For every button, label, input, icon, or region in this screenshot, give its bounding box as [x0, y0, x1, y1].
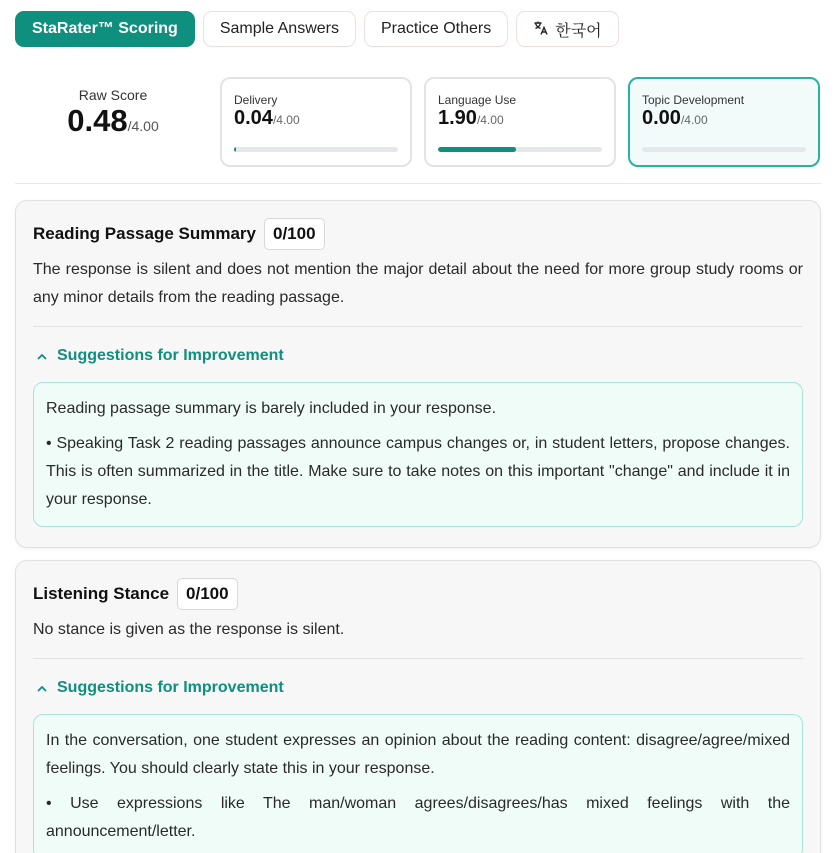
progress-fill [438, 147, 516, 152]
score-card-name: Topic Development [642, 93, 745, 107]
tab-starater-scoring[interactable]: StaRater™ Scoring [15, 11, 195, 47]
suggestions-box [33, 382, 803, 527]
score-card-value: 0.00 [642, 107, 681, 129]
raw-score-max: /4.00 [127, 118, 159, 134]
tab-sample-answers[interactable]: Sample Answers [203, 11, 356, 47]
score-card-max: /4.00 [680, 113, 708, 127]
language-label: 한국어 [555, 22, 602, 40]
suggestions-toggle[interactable] [33, 679, 803, 697]
score-summary [15, 77, 821, 167]
suggestions-box [33, 714, 803, 853]
suggestion-text: Reading passage summary is barely included in your response. [46, 400, 497, 417]
tab-practice-others[interactable]: Practice Others [364, 11, 508, 47]
score-card-language-use[interactable] [424, 77, 616, 167]
section-listening-stance [15, 560, 821, 853]
score-card-value: 1.90 [438, 107, 477, 129]
section-score-badge: 0/100 [177, 578, 238, 610]
suggestion-text: In the conversation, one student expresses an opinion about the reading content: disagree/agree/mixed feelings. You should clearly state this in your response. [46, 732, 790, 777]
section-description: The response is silent and does not mention the major detail about the need for more group study rooms or any minor details from the reading passage. [33, 261, 803, 306]
raw-score-value: 0.48 [67, 103, 128, 138]
score-card-topic-development[interactable] [628, 77, 820, 167]
score-card-max: /4.00 [476, 113, 504, 127]
chevron-up-icon [37, 349, 47, 363]
raw-score [15, 77, 211, 139]
progress-fill [234, 147, 236, 152]
divider [33, 326, 803, 327]
section-description: No stance is given as the response is silent. [33, 621, 345, 638]
section-title: Reading Passage Summary [33, 224, 256, 243]
score-card-name: Language Use [438, 93, 517, 107]
suggestions-heading: Suggestions for Improvement [57, 679, 284, 696]
divider [33, 658, 803, 659]
chevron-up-icon [37, 681, 47, 695]
suggestions-toggle[interactable] [33, 347, 803, 365]
divider [15, 183, 821, 184]
suggestions-heading: Suggestions for Improvement [57, 347, 284, 364]
score-card-delivery[interactable] [220, 77, 412, 167]
section-reading-passage-summary [15, 200, 821, 548]
translate-icon [533, 20, 549, 39]
score-card-value: 0.04 [234, 107, 273, 129]
tab-bar [15, 11, 619, 47]
suggestion-text: • Speaking Task 2 reading passages announce campus changes or, in student letters, propose changes. This is often summarized in the title. Make sure to take notes on this important "change" and include it in your response. [46, 435, 790, 508]
language-toggle-button[interactable] [516, 11, 618, 47]
progress-bar [438, 147, 602, 152]
section-title: Listening Stance [33, 584, 170, 603]
score-card-name: Delivery [234, 93, 278, 107]
score-card-max: /4.00 [272, 113, 300, 127]
progress-bar [642, 147, 806, 152]
progress-bar [234, 147, 398, 152]
raw-score-label: Raw Score [78, 87, 148, 103]
suggestion-text: • Use expressions like The man/woman agrees/disagrees/has mixed feelings with the announcement/letter. [46, 795, 790, 840]
section-score-badge: 0/100 [264, 218, 325, 250]
